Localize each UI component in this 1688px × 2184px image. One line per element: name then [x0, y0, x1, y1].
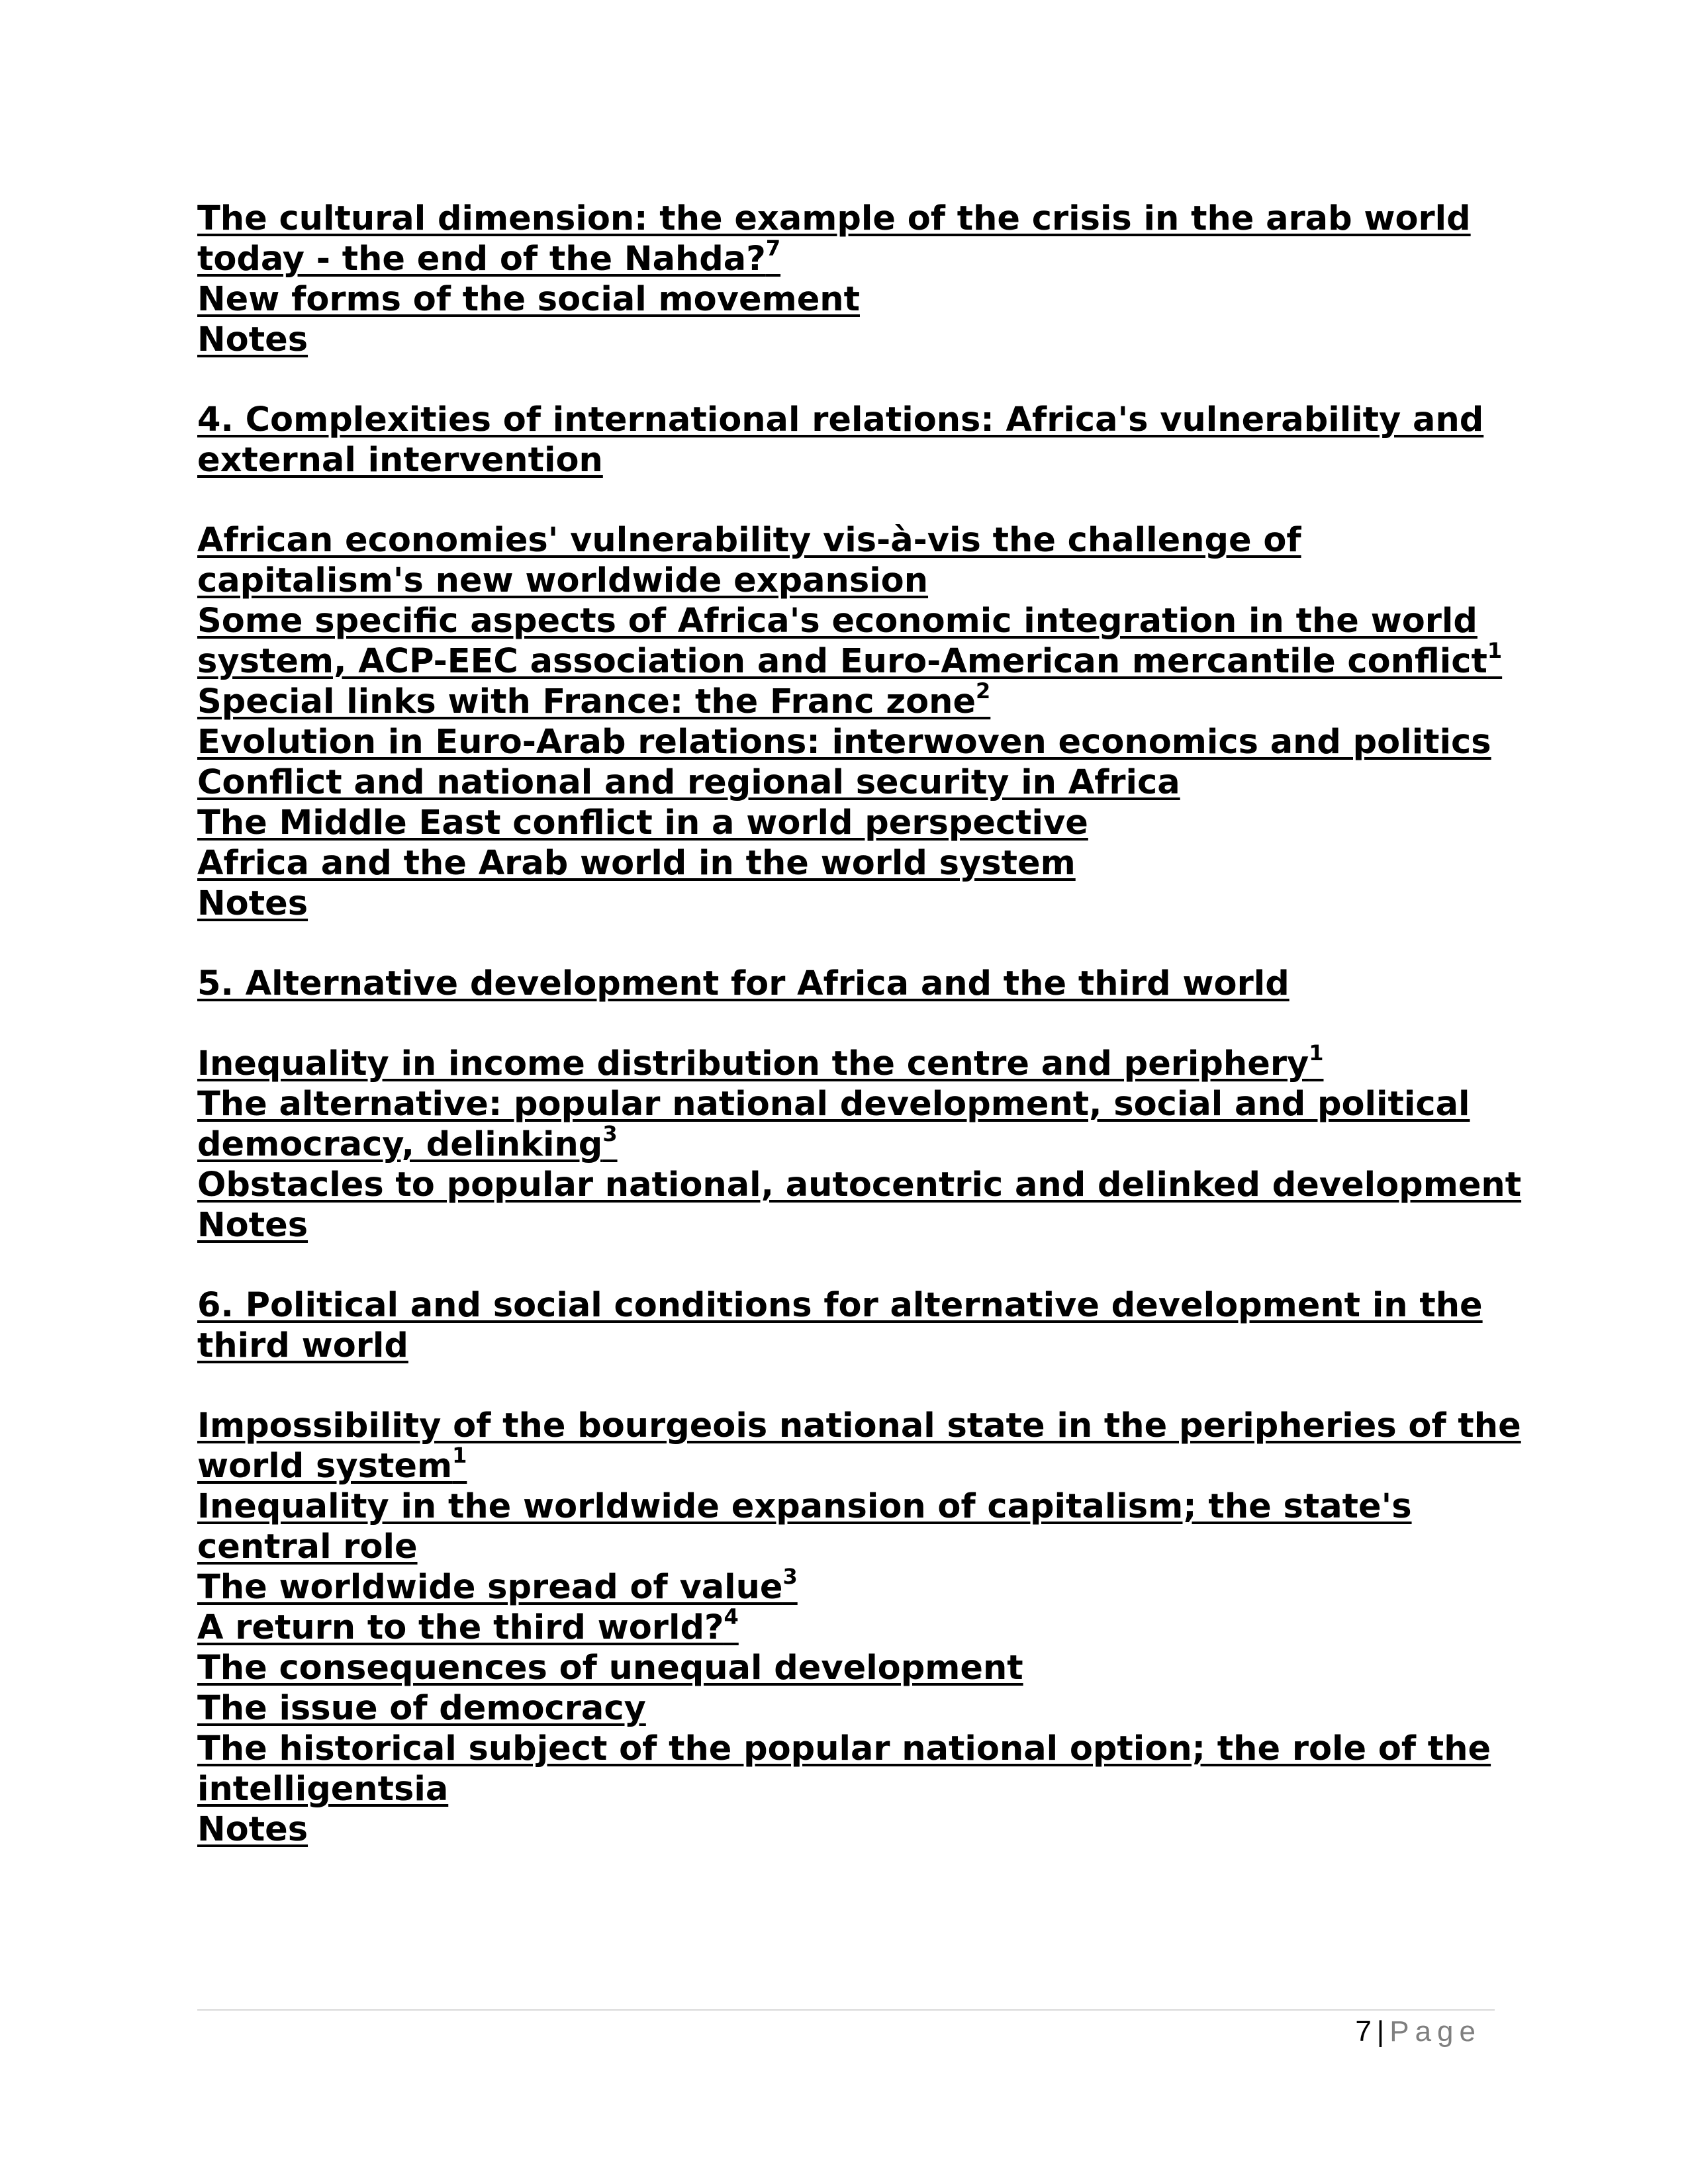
toc-entry-text: The issue of democracy [197, 1689, 646, 1728]
table-of-contents [197, 199, 1522, 1850]
toc-entry-text: Africa and the Arab world in the world system [197, 844, 1076, 883]
toc-entry-link[interactable] [197, 803, 1495, 843]
footnote-marker: 2 [976, 678, 991, 704]
toc-entry-text: Inequality in the worldwide expansion of capitalism; the state's [197, 1487, 1412, 1526]
page-number: 7 [1355, 2015, 1372, 2048]
toc-entry-link[interactable] [197, 1648, 1495, 1688]
toc-entry-link[interactable] [197, 1809, 1495, 1850]
toc-entry-text: Notes [197, 1810, 308, 1849]
footnote-marker: 1 [452, 1443, 467, 1468]
toc-entry-text: 4. Complexities of international relations: Africa's vulnerability and [197, 400, 1484, 439]
page-label: Page [1389, 2015, 1481, 2048]
section-gap [197, 1004, 1495, 1044]
toc-entry-text: The Middle East conflict in a world perspective [197, 803, 1088, 842]
toc-entry-link[interactable] [197, 1406, 1521, 1446]
toc-entry-link[interactable] [197, 199, 1495, 239]
section-gap [197, 480, 1495, 520]
toc-entry-text: intelligentsia [197, 1770, 449, 1809]
section-gap [197, 924, 1495, 964]
toc-entry-link[interactable] [197, 1688, 1495, 1729]
toc-entry-text: New forms of the social movement [197, 280, 860, 319]
toc-entry-link[interactable] [197, 884, 1495, 924]
toc-entry-text: Obstacles to popular national, autocentric and delinked development [197, 1165, 1522, 1205]
toc-entry-link[interactable] [197, 320, 1495, 360]
toc-entry-link[interactable] [197, 520, 1495, 561]
toc-entry-link[interactable] [197, 440, 1495, 480]
toc-entry-link[interactable] [197, 400, 1495, 440]
footnote-marker: 7 [765, 236, 781, 261]
toc-entry-text: The alternative: popular national development, social and political [197, 1085, 1470, 1124]
toc-entry-text: Notes [197, 884, 308, 923]
toc-entry-text: African economies' vulnerability vis-à-vis the challenge of [197, 521, 1301, 560]
toc-entry-text: The consequences of unequal development [197, 1649, 1023, 1688]
toc-entry-text: central role [197, 1527, 418, 1567]
footnote-marker: 3 [602, 1121, 618, 1146]
toc-entry-link[interactable] [197, 1040, 1495, 1084]
toc-entry-text: A return to the third world? [197, 1608, 724, 1647]
toc-entry-text: today - the end of the Nahda? [197, 240, 766, 279]
toc-entry-link[interactable] [197, 762, 1495, 803]
toc-entry-text: 5. Alternative development for Africa and the third world [197, 964, 1289, 1003]
toc-entry-text: Inequality in income distribution the centre and periphery [197, 1044, 1309, 1083]
toc-entry-link[interactable] [197, 638, 1503, 682]
toc-entry-link[interactable] [197, 678, 1495, 722]
toc-entry-link[interactable] [197, 1084, 1495, 1124]
toc-entry-link[interactable] [197, 1527, 1495, 1567]
toc-entry-text: Some specific aspects of Africa's economic integration in the world [197, 602, 1477, 641]
toc-entry-text: Special links with France: the Franc zone [197, 682, 976, 721]
toc-entry-text: third world [197, 1326, 408, 1365]
toc-entry-link[interactable] [197, 1326, 1495, 1366]
toc-entry-text: external intervention [197, 441, 603, 480]
toc-entry-text: Conflict and national and regional security in Africa [197, 763, 1180, 802]
toc-entry-link[interactable] [197, 1205, 1495, 1246]
toc-entry-text: 6. Political and social conditions for alternative development in the [197, 1286, 1483, 1325]
toc-entry-link[interactable] [197, 1769, 1495, 1809]
toc-entry-link[interactable] [197, 1729, 1495, 1769]
toc-entry-link[interactable] [197, 1285, 1495, 1326]
toc-entry-text: The worldwide spread of value [197, 1568, 783, 1607]
footnote-marker: 1 [1487, 638, 1503, 663]
footer-divider [197, 2009, 1495, 2011]
toc-entry-text: system, ACP-EEC association and Euro-American mercantile conflict [197, 642, 1487, 681]
toc-entry-link[interactable] [197, 964, 1495, 1004]
footnote-marker: 4 [724, 1604, 739, 1629]
section-gap [197, 1246, 1495, 1285]
page-footer [1355, 2012, 1481, 2052]
toc-entry-link[interactable] [197, 722, 1495, 762]
toc-entry-text: The cultural dimension: the example of the crisis in the arab world [197, 199, 1471, 238]
footnote-marker: 3 [782, 1564, 798, 1589]
toc-entry-link[interactable] [197, 1486, 1495, 1527]
toc-entry-text: Notes [197, 1206, 308, 1245]
section-gap [197, 360, 1495, 400]
toc-entry-text: Evolution in Euro-Arab relations: interwoven economics and politics [197, 723, 1491, 762]
toc-entry-text: The historical subject of the popular national option; the role of the [197, 1729, 1491, 1768]
toc-entry-text: world system [197, 1447, 453, 1486]
toc-entry-text: Impossibility of the bourgeois national state in the peripheries of the [197, 1406, 1521, 1445]
footnote-marker: 1 [1309, 1040, 1324, 1066]
toc-entry-link[interactable] [197, 843, 1495, 884]
toc-entry-link[interactable] [197, 236, 1495, 279]
toc-entry-link[interactable] [197, 1443, 1495, 1486]
toc-entry-text: capitalism's new worldwide expansion [197, 561, 929, 600]
toc-entry-link[interactable] [197, 601, 1495, 641]
toc-entry-text: Notes [197, 320, 308, 359]
section-gap [197, 1366, 1495, 1406]
toc-entry-link[interactable] [197, 561, 1495, 601]
toc-entry-link[interactable] [197, 1121, 1495, 1165]
toc-entry-link[interactable] [197, 279, 1495, 320]
toc-entry-text: democracy, delinking [197, 1125, 603, 1164]
footer-separator: | [1376, 2015, 1385, 2048]
toc-entry-link[interactable] [197, 1564, 1495, 1608]
toc-entry-link[interactable] [197, 1604, 1495, 1648]
toc-entry-link[interactable] [197, 1165, 1522, 1205]
